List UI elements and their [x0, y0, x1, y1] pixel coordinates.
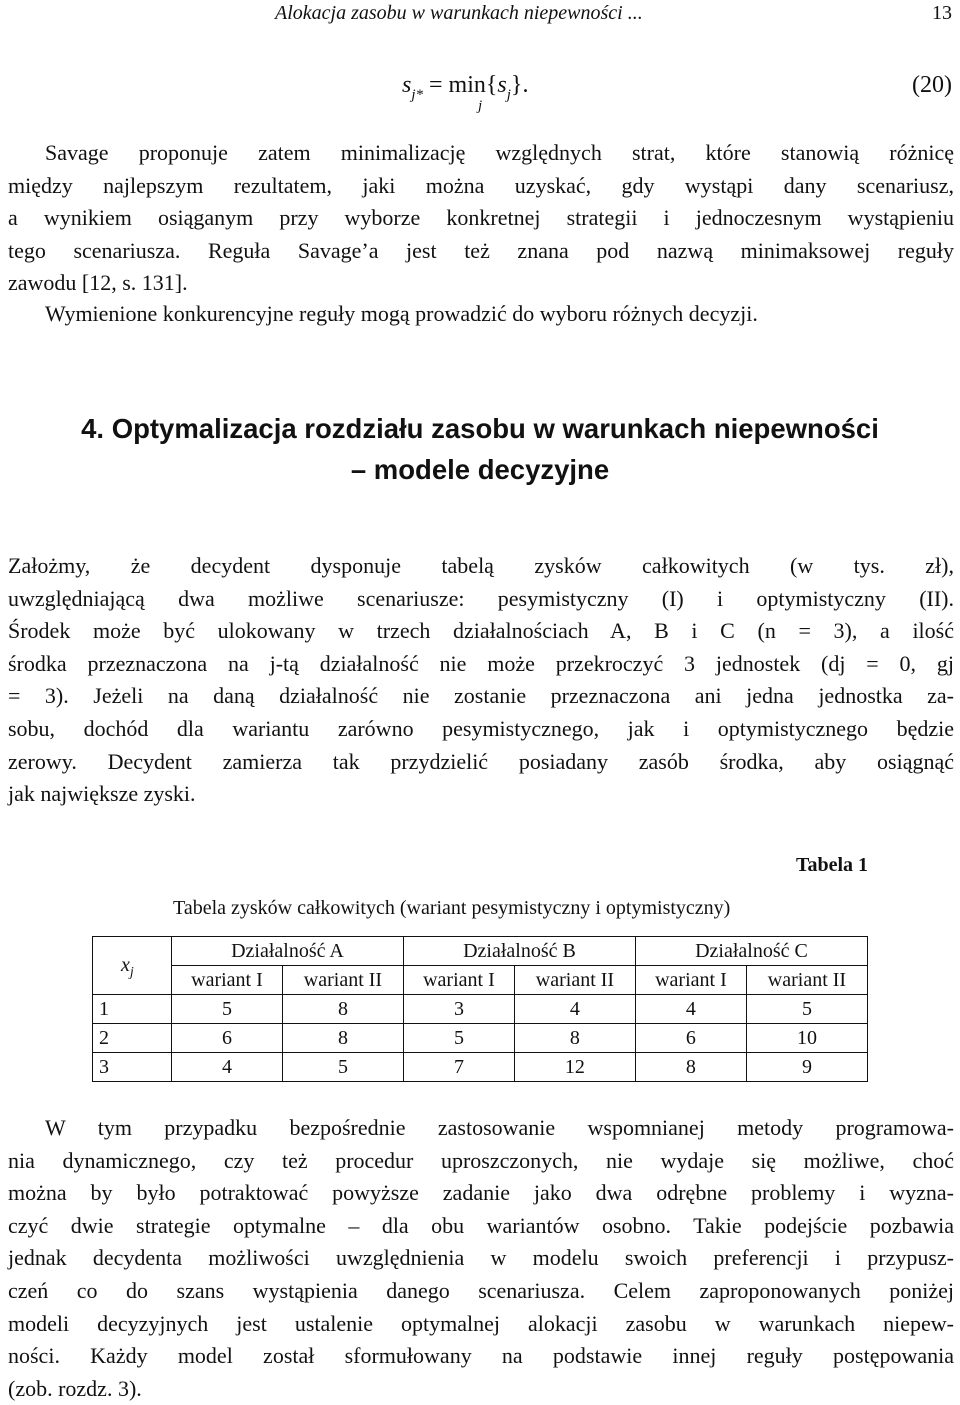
eq-rhs-suffix: }.: [510, 72, 529, 98]
text-line: czyć dwie strategie optymalne – dla obu wariantów osobno. Takie podejście pozbawia: [8, 1212, 954, 1238]
eq-rhs-var: s: [497, 72, 507, 98]
table-cell: 5: [282, 1053, 403, 1082]
variant-header: wariant I: [172, 966, 283, 995]
running-title: Alokacja zasobu w warunkach niepewności ...: [275, 2, 643, 24]
table-cell: 8: [514, 1024, 635, 1053]
eq-rhs-sub: j: [506, 87, 511, 103]
paragraph-dynamic-programming: [8, 1112, 954, 1405]
table-cell: 6: [172, 1024, 283, 1053]
section-heading: [0, 408, 960, 490]
text-line: Savage proponuje zatem minimalizację względnych strat, które stanowią różnicę: [45, 140, 954, 165]
x-header-var: x: [121, 954, 130, 976]
table-cell: 8: [282, 995, 403, 1024]
table-row: [93, 995, 868, 1024]
text-line: czeń co do szans wystąpienia danego scenariusza. Celem zaproponowanych poniżej: [8, 1277, 954, 1303]
text-line: jak największe zyski.: [8, 781, 196, 807]
eq-lhs-sub: j*: [411, 87, 424, 103]
variant-header: wariant II: [746, 966, 867, 995]
eq-lhs: s: [402, 72, 412, 98]
table-row: [93, 1053, 868, 1082]
table-cell: 8: [282, 1024, 403, 1053]
text-line: można by było potraktować powyższe zadanie jako dwa odrębne problemy i wyzna-: [8, 1180, 954, 1206]
text-line: między najlepszym rezultatem, jaki można uzyskać, gdy wystąpi dany scenariusz,: [8, 172, 954, 198]
table-cell: 3: [403, 995, 514, 1024]
text-line: W tym przypadku bezpośrednie zastosowanie wspomnianej metody programowa-: [45, 1115, 954, 1140]
table-cell: 7: [403, 1053, 514, 1082]
table-cell: 5: [746, 995, 867, 1024]
table-cell: 4: [514, 995, 635, 1024]
equation-formula: [402, 72, 529, 103]
text-line: = 3). Jeżeli na daną działalność nie zostanie przeznaczona ani jedna jednostka za-: [8, 683, 954, 709]
variant-header: wariant II: [514, 966, 635, 995]
table-row: [93, 1024, 868, 1053]
paragraph-assumptions: [8, 550, 954, 811]
table-label: Tabela 1: [795, 854, 868, 876]
paragraph-savage: [8, 137, 954, 300]
table-header-row-variants: [93, 966, 868, 995]
group-header-c: Działalność C: [635, 937, 867, 966]
table-caption: Tabela zysków całkowitych (wariant pesymistyczny i optymistyczny): [173, 897, 731, 919]
text-line: tego scenariusza. Reguła Savage’a jest też znana pod nazwą minimaksowej reguły: [8, 237, 954, 263]
eq-rhs-prefix: = min{: [429, 72, 498, 98]
variant-header: wariant I: [635, 966, 746, 995]
text-line: zerowy. Decydent zamierza tak przydzielić posiadany zasób środka, aby osiągnąć: [8, 748, 954, 774]
running-head: [275, 2, 952, 25]
text-line: Założmy, że decydent dysponuje tabelą zysków całkowitych (w tys. zł),: [8, 553, 954, 578]
text-line: Środek może być ulokowany w trzech działalnościach A, B i C (n = 3), a ilość: [8, 618, 954, 644]
page-number: 13: [932, 2, 952, 24]
x-header-sub: j: [129, 965, 134, 980]
profit-table: [92, 936, 868, 1082]
text-line: środka przeznaczona na j-tą działalność nie może przekroczyć 3 jednostek (dj = 0, gj: [8, 650, 954, 676]
row-x: 3: [93, 1053, 172, 1082]
text-line: Wymienione konkurencyjne reguły mogą prowadzić do wyboru różnych decyzji.: [45, 301, 758, 326]
text-line: (zob. rozdz. 3).: [8, 1375, 142, 1401]
text-line: zawodu [12, s. 131].: [8, 270, 188, 296]
text-line: modeli decyzyjnych jest ustalenie optymalnej alokacji zasobu w warunkach niepew-: [8, 1310, 954, 1336]
table-header-row-groups: [93, 937, 868, 966]
table-cell: 9: [746, 1053, 867, 1082]
group-header-a: Działalność A: [172, 937, 404, 966]
table-cell: 12: [514, 1053, 635, 1082]
text-line: nia dynamicznego, czy też procedur uproszczonych, nie wydaje się możliwe, choć: [8, 1147, 954, 1173]
table-cell: 4: [635, 995, 746, 1024]
row-x: 2: [93, 1024, 172, 1053]
row-x: 1: [93, 995, 172, 1024]
paragraph-rules: [8, 298, 954, 331]
text-line: uwzględniającą dwa możliwe scenariusze: pesymistyczny (I) i optymistyczny (II).: [8, 585, 954, 611]
table-cell: 5: [172, 995, 283, 1024]
variant-header: wariant I: [403, 966, 514, 995]
text-line: sobu, dochód dla wariantu zarówno pesymistycznego, jak i optymistycznego będzie: [8, 715, 954, 741]
text-line: jednak decydenta możliwości uwzględnienia w modelu swoich preferencji i przypusz-: [8, 1245, 954, 1271]
equation-number: (20): [912, 72, 952, 98]
table-cell: 8: [635, 1053, 746, 1082]
text-line: a wynikiem osiąganym przy wyborze konkretnej strategii i jednoczesnym wystąpieniu: [8, 205, 954, 231]
table-cell: 6: [635, 1024, 746, 1053]
equation-20: [0, 68, 960, 118]
variant-header: wariant II: [282, 966, 403, 995]
section-heading-line2: – modele decyzyjne: [350, 454, 610, 485]
group-header-b: Działalność B: [403, 937, 635, 966]
eq-min-index: j: [478, 98, 483, 114]
table-cell: 4: [172, 1053, 283, 1082]
x-header: [93, 937, 172, 995]
table-cell: 10: [746, 1024, 867, 1053]
table-cell: 5: [403, 1024, 514, 1053]
section-heading-line1: 4. Optymalizacja rozdziału zasobu w warunkach niepewności: [81, 413, 879, 444]
text-line: ności. Każdy model został sformułowany na podstawie innej reguły postępowania: [8, 1343, 954, 1369]
